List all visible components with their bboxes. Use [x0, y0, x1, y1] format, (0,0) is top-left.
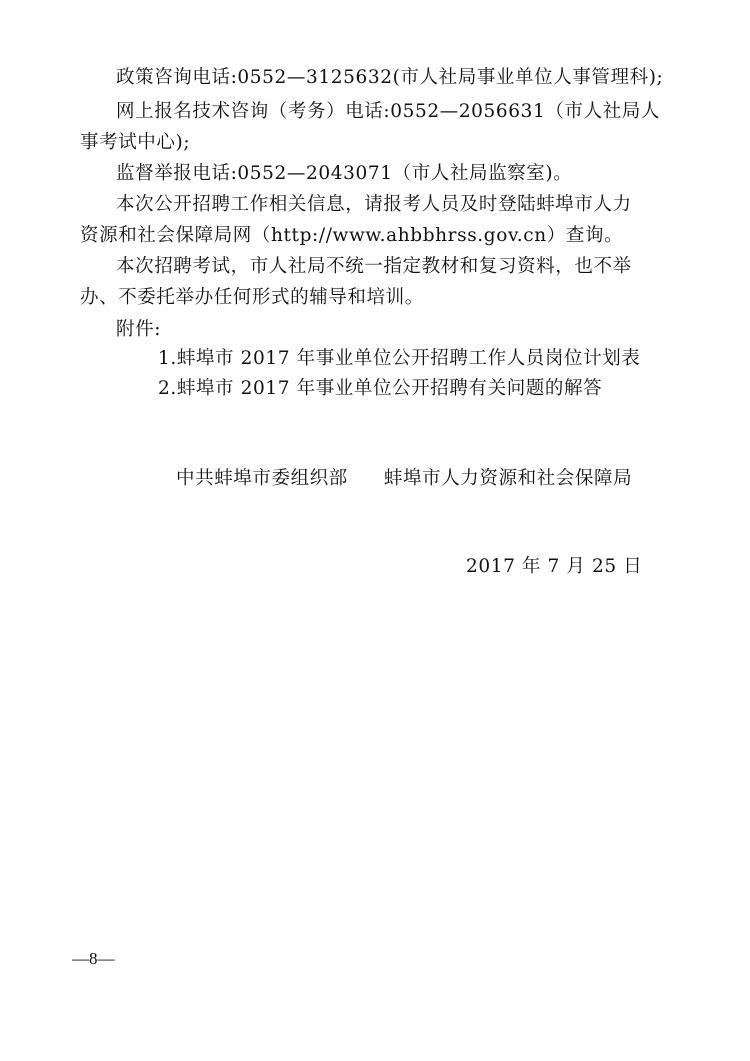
page-number: —8—: [72, 949, 115, 968]
signature-date: 2017 年 7 月 25 日: [466, 556, 643, 577]
supervision-phone: 监督举报电话:0552—2043071（市人社局监察室)。: [116, 163, 573, 184]
attachment-item-1: 1.蚌埠市 2017 年事业单位公开招聘工作人员岗位计划表: [158, 348, 641, 369]
info-notice-cont: 资源和社会保障局网（http://www.ahbbhrss.gov.cn）查询。: [80, 225, 624, 246]
signature-org-1: 中共蚌埠市委组织部: [176, 468, 348, 489]
tech-consult-phone: 网上报名技术咨询（考务）电话:0552—2056631（市人社局人: [116, 101, 661, 122]
materials-notice: 本次招聘考试，市人社局不统一指定教材和复习资料，也不举: [116, 256, 632, 277]
signature-line: [176, 467, 632, 491]
signature-org-2: 蚌埠市人力资源和社会保障局: [383, 468, 633, 489]
info-notice: 本次公开招聘工作相关信息，请报考人员及时登陆蚌埠市人力: [116, 194, 632, 215]
tech-consult-phone-cont: 事考试中心);: [80, 132, 191, 153]
attachment-item-2: 2.蚌埠市 2017 年事业单位公开招聘有关问题的解答: [158, 378, 603, 399]
policy-consult-phone: 政策咨询电话:0552—3125632(市人社局事业单位人事管理科);: [116, 67, 664, 88]
materials-notice-cont: 办、不委托举办任何形式的辅导和培训。: [80, 287, 424, 308]
attachments-label: 附件:: [116, 319, 162, 340]
